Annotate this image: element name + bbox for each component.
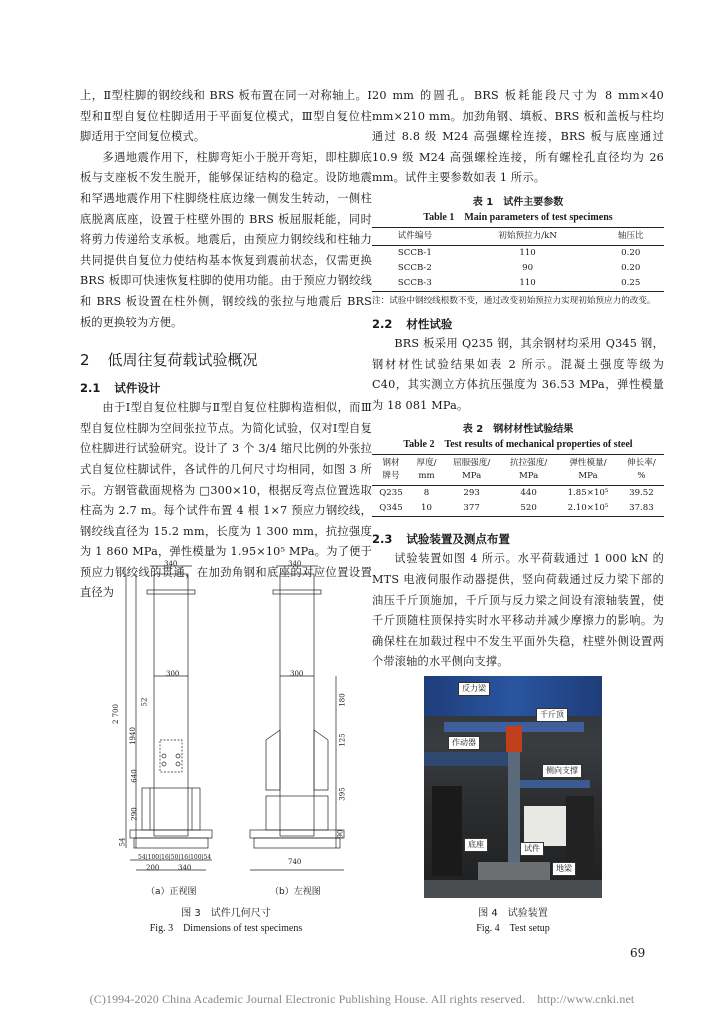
front-view-column [154,574,188,836]
table-cell: 293 [463,488,480,499]
front-view-brs-zone [142,788,200,830]
figure-4-caption [404,906,622,936]
page-number: 69 [630,946,646,960]
label-lateral-support: 侧向支撑 [542,764,582,778]
paragraph-6: 试验装置如图 4 所示。水平荷载通过 1 000 kN 的 MTS 电液伺服作动器提供，竖向荷载通过反力梁下部的油压千斤顶施加，千斤顶与反力梁之间设有滚轴装置，使千斤顶随柱顶保持实时水平移动并减少摩擦力的影响。为确保柱在加载过程中不发生平面外失稳，柱壁外侧设置两个带滚轴的水平侧向支撑。 [372,552,664,669]
subsection-2-3-heading [372,531,664,547]
dim-300-a: 300 [166,670,180,678]
paragraph-1: 上，Ⅱ型柱脚的钢绞线和 BRS 板布置在同一对称轴上。Ⅰ型和Ⅱ型自复位柱脚适用于平面复位模式，Ⅲ型自复位柱脚适用于空间复位模式。 [80,89,372,144]
dim-54: 54 [118,837,127,847]
section-2-heading [80,349,372,370]
dim-740: 740 [288,858,302,866]
table-cell: 0.20 [621,262,641,273]
figure-3-drawing [80,560,372,900]
paragraph-2: 多遇地震作用下，柱脚弯矩小于脱开弯矩，即柱脚底板与支座板不发生脱开，能够保证结构的稳定。设防地震和罕遇地震作用下柱脚绕柱底边缘一侧发生转动，一侧柱底脱离底座，设置于柱壁外围的 BRS 板屈服耗能，同时将剪力传递给支承板。地震后，由预应力钢绞线和柱轴力共同提供自复位力使结构基本恢复到震前状态，仅需更换 BRS 板即可快速恢复柱脚的使用功能。由于预应力钢绞线和 BRS 板设置在柱外侧，钢绞线的张拉与地震后 BRS 板的更换较为方便。 [80,150,372,329]
table-1-header: 初始预拉力/kN [458,227,598,245]
table-cell: 520 [500,501,557,517]
subsection-title: 试验装置及测点布置 [406,532,510,547]
table-cell: 110 [458,276,598,292]
dim-top-width-a: 340 [164,560,178,568]
table-cell: 90 [522,262,534,273]
table-2-caption-cn: 表 2 钢材材性试验结果 [462,424,574,436]
table-1-header: 试件编号 [372,227,458,245]
figure-3-caption [80,906,372,936]
table-2-caption [372,422,664,452]
table-cell: 1.85×10⁵ [567,488,609,499]
figure-3-sub-a: （a）正视图 [146,887,197,897]
subsection-2-1-heading [80,380,372,396]
table-row [372,261,664,276]
dim-125: 125 [338,733,347,747]
side-view-column [280,574,314,836]
figure-3-sub-b: （b）左视图 [270,887,321,897]
table-cell: SCCB-1 [397,247,432,258]
table-cell: 440 [520,488,537,499]
dim-1940: 1940 [128,727,137,745]
table-2-header: 钢材 牌号 [372,455,410,486]
dim-top-width-b: 340 [288,560,302,568]
table-1 [372,227,664,292]
subsection-number: 2.1 [80,381,101,396]
table-row [372,276,664,292]
table-cell: Q235 [379,488,403,499]
dim-52: 52 [140,697,149,707]
subsection-2-2-heading [372,316,664,332]
subsection-number: 2.2 [372,316,393,331]
table-cell: 10 [410,501,443,517]
label-jack: 千斤顶 [536,708,568,722]
label-base: 底座 [464,838,488,852]
table-1-header: 轴压比 [597,227,664,245]
footer-copyright: (C)1994-2020 China Academic Journal Electronic Publishing House. All rights reserved. http://www.cnki.net [89,992,635,1006]
dim-300-b: 300 [290,670,304,678]
left-column [80,86,372,604]
right-column [372,86,664,673]
dim-200: 200 [146,864,160,872]
table-cell: 39.52 [629,488,654,499]
paragraph-5: BRS 板采用 Q235 钢，其余钢材均采用 Q345 钢，钢材材性试验结果如表 2 所示。混凝土强度等级为 C40，其实测立方体抗压强度为 36.53 MPa，弹性模量为 18 081 MPa。 [372,336,664,412]
section-title: 低周往复荷载试验概况 [107,351,258,370]
table-cell: 8 [423,488,430,499]
table-1-caption-en: Table 1 Main parameters of test specimens [423,211,613,223]
table-2 [372,454,664,517]
dim-total-height: 2 700 [112,703,121,725]
figure-3-caption-cn: 图 3 试件几何尺寸 [181,908,271,919]
table-cell: Q345 [372,501,410,517]
label-actuator: 作动器 [448,736,480,750]
subsection-title: 材性试验 [406,316,453,331]
table-cell: 0.25 [597,276,664,292]
dim-640: 640 [130,769,139,783]
dim-90: 90 [336,829,345,839]
table-cell: SCCB-3 [372,276,458,292]
dim-bottom-340: 340 [178,864,192,872]
side-view-brs-zone [266,796,328,830]
figure-3-caption-en: Fig. 3 Dimensions of test specimens [149,923,303,934]
table-1-caption-cn: 表 1 试件主要参数 [472,196,564,208]
paragraph-3: 由于Ⅰ型自复位柱脚与Ⅱ型自复位柱脚构造相似，而Ⅲ型自复位柱脚为空间张拉节点。为简化试验，仅对Ⅰ型自复位柱脚进行试验研究。设计了 3 个 3/4 缩尺比例的外张拉式自复位柱脚试件，各试件的几何尺寸均相同，如图 3 所示。方钢管截面规格为 □300×10，根据反弯点位置选取柱高为 2.7 m。每个试件布置 4 根 1×7 预应力钢绞线，钢绞线直径为 15.2 mm，长度为 1 300 mm，抗拉强度为 1 860 MPa，弹性模量为 1.95×10⁵ MPa。为了便于预应力钢绞线的贯通，在加劲角钢和底座的对应位置设置直径为 [80,401,372,600]
table-2-header: 厚度/ mm [410,455,443,486]
figure-3 [80,560,372,944]
table-2-header: 伸长率/ % [619,455,664,486]
table-row [372,245,664,261]
label-specimen: 试件 [520,842,544,856]
table-2-header: 抗拉强度/ MPa [500,455,557,486]
dim-bottom-row: 54|100|16|50|16|100|54 [138,854,212,861]
table-cell: SCCB-2 [397,262,432,273]
table-cell: 0.20 [621,247,641,258]
figure-4-caption-cn: 图 4 试验装置 [478,908,548,919]
front-view-base-plate [130,830,212,838]
table-cell: 377 [443,501,500,517]
table-cell: 110 [519,247,536,258]
paragraph-4: 20 mm 的圆孔。BRS 板耗能段尺寸为 8 mm×40 mm×210 mm。加劲角钢、填板、BRS 板和盖板与柱均通过 8.8 级 M24 高强螺栓连接，BRS 板与底座通过 10.9 级 M24 高强螺栓连接，所有螺栓孔直径均为 26 mm。试件主要参数如表 1 所示。 [372,89,664,185]
table-1-caption [372,195,664,225]
figure-4 [424,676,602,936]
table-2-caption-en: Table 2 Test results of mechanical properties of steel [403,439,633,451]
table-cell: 2.10×10⁵ [557,501,619,517]
dim-180: 180 [338,693,347,707]
dim-395: 395 [338,787,347,801]
side-view-base-plate [250,830,344,838]
dim-290: 290 [130,807,139,821]
figure-4-caption-en: Fig. 4 Test setup [476,923,550,934]
section-number: 2 [80,351,90,370]
table-2-header: 屈服强度/ MPa [443,455,500,486]
label-ground-beam: 地梁 [552,862,576,876]
table-2-header: 弹性模量/ MPa [557,455,619,486]
subsection-title: 试件设计 [114,381,161,396]
label-reaction-beam: 反力梁 [458,682,490,696]
table-row [372,486,664,502]
subsection-number: 2.3 [372,532,393,547]
table-cell: 37.83 [619,501,664,517]
table-row [372,501,664,517]
table-1-note: 注：试验中钢绞线根数不变，通过改变初始预拉力实现初始预应力的改变。 [372,295,656,306]
